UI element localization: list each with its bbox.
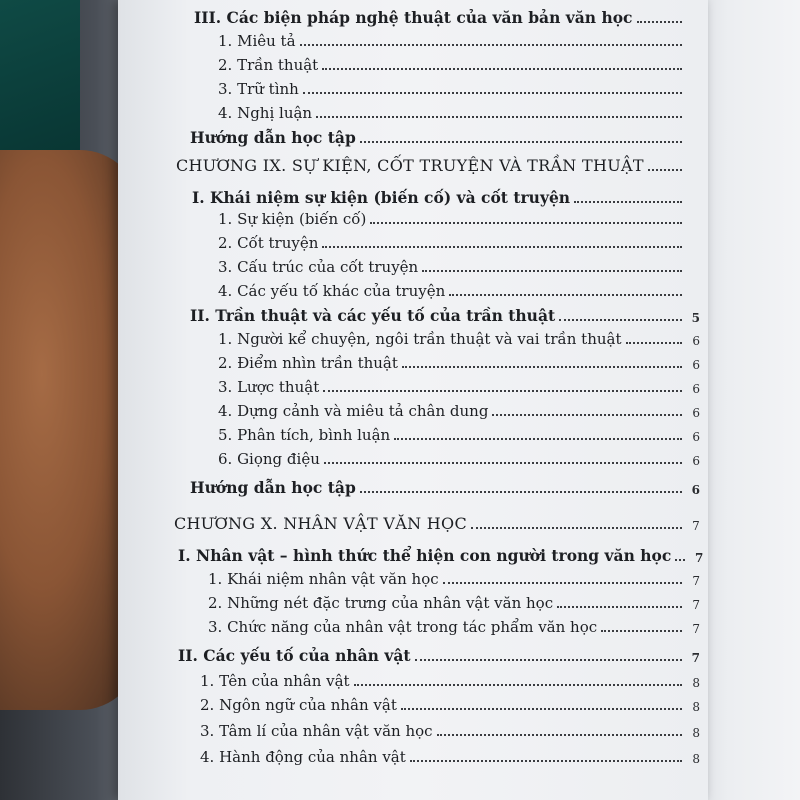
toc-entry (200, 672, 700, 690)
toc-label: 1. Tên của nhân vật (200, 672, 350, 690)
toc-entry (218, 450, 700, 468)
dot-leader (492, 414, 682, 416)
toc-entry (190, 478, 700, 497)
toc-entry (178, 546, 704, 565)
toc-label: 3. Lược thuật (218, 378, 320, 396)
dot-leader (557, 606, 682, 608)
toc-label: Hướng dẫn học tập (190, 478, 356, 497)
dot-leader (303, 92, 682, 94)
toc-page-number: 7 (692, 598, 700, 612)
dot-leader (449, 294, 682, 296)
toc-page (118, 0, 708, 800)
toc-entry (218, 402, 700, 420)
toc-label: 1. Người kể chuyện, ngôi trần thuật và vai trần thuật (218, 330, 622, 348)
toc-page-number: 6 (692, 334, 700, 348)
toc-label: 2. Những nét đặc trưng của nhân vật văn học (208, 594, 554, 612)
toc-page-number: 6 (692, 358, 700, 372)
dot-leader (443, 582, 682, 584)
toc-page-number: 6 (692, 406, 700, 420)
toc-entry (218, 330, 700, 348)
dot-leader (322, 68, 682, 70)
dot-leader (648, 169, 682, 171)
toc-entry (208, 618, 700, 636)
dot-leader (415, 659, 682, 661)
dot-leader (471, 527, 682, 529)
dot-leader (422, 270, 682, 272)
toc-label: I. Nhân vật – hình thức thể hiện con người trong văn học (178, 546, 672, 565)
toc-page-number: 6 (692, 454, 700, 468)
toc-entry (218, 80, 700, 98)
toc-page-number: 8 (692, 752, 700, 766)
toc-page-number: 7 (692, 519, 700, 533)
dot-leader (559, 319, 682, 321)
toc-entry (218, 282, 700, 300)
toc-label: II. Các yếu tố của nhân vật (178, 646, 411, 665)
toc-page-number: 5 (691, 311, 700, 325)
toc-label: II. Trần thuật và các yếu tố của trần thuật (190, 306, 556, 325)
toc-label: 3. Tâm lí của nhân vật văn học (200, 722, 433, 740)
dot-leader (437, 734, 682, 736)
toc-page-number: 6 (692, 382, 700, 396)
toc-label: 4. Nghị luận (218, 104, 313, 122)
toc-label: 3. Cấu trúc của cốt truyện (218, 258, 419, 276)
dot-leader (601, 630, 682, 632)
toc-label: 2. Ngôn ngữ của nhân vật (200, 696, 397, 714)
toc-page-number: 7 (692, 574, 700, 588)
dot-leader (675, 559, 685, 561)
toc-entry (218, 378, 700, 396)
dot-leader (360, 141, 682, 143)
toc-entry (218, 32, 700, 50)
toc-entry (218, 210, 700, 228)
toc-label: 2. Trần thuật (218, 56, 319, 74)
toc-entry (218, 234, 700, 252)
dot-leader (410, 760, 682, 762)
toc-page-number: 7 (692, 622, 700, 636)
dot-leader (626, 342, 683, 344)
toc-label: 3. Chức năng của nhân vật trong tác phẩm văn học (208, 618, 598, 636)
toc-page-number: 7 (694, 551, 704, 565)
toc-entry (218, 56, 700, 74)
toc-label: Hướng dẫn học tập (190, 128, 356, 147)
toc-entry (192, 188, 700, 207)
toc-page-number: 8 (692, 700, 700, 714)
toc-entry (200, 748, 700, 766)
toc-chapter-heading (176, 156, 700, 175)
dot-leader (322, 246, 682, 248)
toc-label: 6. Giọng điệu (218, 450, 320, 468)
toc-label: CHƯƠNG IX. SỰ KIỆN, CỐT TRUYỆN VÀ TRẦN THUẬT (176, 156, 644, 175)
dot-leader (354, 684, 682, 686)
toc-label: 1. Miêu tả (218, 32, 296, 50)
toc-entry (208, 570, 700, 588)
toc-entry (200, 696, 700, 714)
toc-label: 2. Cốt truyện (218, 234, 319, 252)
toc-entry (218, 426, 700, 444)
dot-leader (323, 390, 682, 392)
dot-leader (394, 438, 682, 440)
toc-label: 2. Điểm nhìn trần thuật (218, 354, 398, 372)
toc-entry (218, 258, 700, 276)
toc-page-number: 6 (692, 430, 700, 444)
toc-label: III. Các biện pháp nghệ thuật của văn bản văn học (194, 8, 633, 27)
toc-entry (200, 722, 700, 740)
toc-page-number: 7 (691, 651, 700, 665)
toc-page-number: 6 (691, 483, 700, 497)
toc-label: 4. Các yếu tố khác của truyện (218, 282, 446, 300)
toc-label: 5. Phân tích, bình luận (218, 426, 391, 444)
dot-leader (316, 116, 682, 118)
toc-entry (190, 128, 700, 147)
dot-leader (324, 462, 682, 464)
toc-entry (218, 104, 700, 122)
toc-label: CHƯƠNG X. NHÂN VẬT VĂN HỌC (174, 514, 467, 533)
toc-page-number: 8 (692, 726, 700, 740)
toc-chapter-heading (174, 514, 700, 533)
dot-leader (360, 491, 682, 493)
toc-label: 3. Trữ tình (218, 80, 299, 98)
toc-label: 4. Hành động của nhân vật (200, 748, 406, 766)
toc-entry (178, 646, 700, 665)
toc-label: 1. Sự kiện (biến cố) (218, 210, 367, 228)
toc-entry (194, 8, 700, 27)
dot-leader (402, 366, 682, 368)
dot-leader (370, 222, 682, 224)
toc-entry (218, 354, 700, 372)
toc-page-number: 8 (692, 676, 700, 690)
toc-label: I. Khái niệm sự kiện (biến cố) và cốt truyện (192, 188, 571, 207)
dot-leader (574, 201, 682, 203)
toc-entry (208, 594, 700, 612)
dot-leader (300, 44, 682, 46)
toc-label: 1. Khái niệm nhân vật văn học (208, 570, 439, 588)
dot-leader (637, 21, 683, 23)
toc-label: 4. Dựng cảnh và miêu tả chân dung (218, 402, 489, 420)
toc-entry (190, 306, 700, 325)
dot-leader (401, 708, 682, 710)
